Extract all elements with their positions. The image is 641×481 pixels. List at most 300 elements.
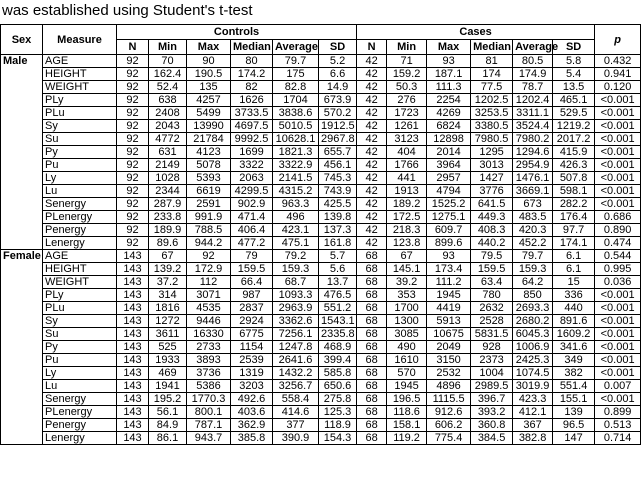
- controls-min-cell: 525: [149, 341, 187, 354]
- table-row: [1, 211, 641, 224]
- cases-sd-cell: 6.1: [553, 263, 595, 276]
- controls-sd-cell: 14.9: [319, 81, 357, 94]
- table-row: [1, 146, 641, 159]
- p-value-cell: 0.686: [595, 211, 641, 224]
- controls-median-cell: 1626: [231, 94, 273, 107]
- controls-max-cell: 172.9: [187, 263, 231, 276]
- controls-average-cell: 377: [273, 419, 319, 432]
- cases-max-cell: 2049: [427, 341, 471, 354]
- controls-min-cell: 1933: [149, 354, 187, 367]
- controls-sd-cell: 468.9: [319, 341, 357, 354]
- controls-average-cell: 79.7: [273, 55, 319, 68]
- table-row: [1, 198, 641, 211]
- table-body: [1, 55, 641, 445]
- cases-average-cell: 673: [513, 198, 553, 211]
- controls-max-cell: 4123: [187, 146, 231, 159]
- cases-min-cell: 3123: [387, 133, 427, 146]
- cases-max-cell: 1525.2: [427, 198, 471, 211]
- cases-median-cell: 2989.5: [471, 380, 513, 393]
- cases-sd-cell: 176.4: [553, 211, 595, 224]
- controls-median-cell: 902.9: [231, 198, 273, 211]
- controls-min-cell: 1028: [149, 172, 187, 185]
- controls-n-cell: 92: [117, 198, 149, 211]
- controls-average-cell: 1821.3: [273, 146, 319, 159]
- cases-n-cell: 68: [357, 315, 387, 328]
- cases-average-cell: 3311.1: [513, 107, 553, 120]
- cases-average-cell: 2425.3: [513, 354, 553, 367]
- controls-median-cell: 174.2: [231, 68, 273, 81]
- controls-sd-cell: 1543.1: [319, 315, 357, 328]
- p-value-cell: <0.001: [595, 354, 641, 367]
- cases-n-cell: 68: [357, 328, 387, 341]
- table-row: [1, 354, 641, 367]
- controls-n-cell: 92: [117, 81, 149, 94]
- cases-min-cell: 353: [387, 289, 427, 302]
- p-value-cell: 0.941: [595, 68, 641, 81]
- controls-max-cell: 112: [187, 276, 231, 289]
- cases-n-cell: 42: [357, 224, 387, 237]
- table-row: [1, 120, 641, 133]
- controls-n-cell: 92: [117, 133, 149, 146]
- cases-average-cell: 412.1: [513, 406, 553, 419]
- table-row: [1, 276, 641, 289]
- table-row: [1, 159, 641, 172]
- table-row: [1, 55, 641, 68]
- cases-min-cell: 1610: [387, 354, 427, 367]
- controls-max-cell: 21784: [187, 133, 231, 146]
- cases-n-cell: 68: [357, 263, 387, 276]
- cases-min-cell: 1300: [387, 315, 427, 328]
- table-row: [1, 133, 641, 146]
- p-value-cell: <0.001: [595, 120, 641, 133]
- measure-cell: AGE: [43, 250, 117, 263]
- cases-min-cell: 3085: [387, 328, 427, 341]
- cases-n-cell: 42: [357, 94, 387, 107]
- p-value-cell: <0.001: [595, 341, 641, 354]
- controls-min-cell: 189.9: [149, 224, 187, 237]
- cases-median-cell: 77.5: [471, 81, 513, 94]
- cases-min-cell: 123.8: [387, 237, 427, 250]
- controls-n-cell: 143: [117, 263, 149, 276]
- cases-sd-cell: 426.3: [553, 159, 595, 172]
- controls-n-cell: 143: [117, 419, 149, 432]
- controls-min-cell: 469: [149, 367, 187, 380]
- cases-sd-cell: 147: [553, 432, 595, 445]
- controls-min-cell: 86.1: [149, 432, 187, 445]
- cases-max-cell: 4419: [427, 302, 471, 315]
- cases-n-cell: 68: [357, 276, 387, 289]
- controls-average-cell: 496: [273, 211, 319, 224]
- p-value-cell: 0.432: [595, 55, 641, 68]
- cases-median-cell: 3013: [471, 159, 513, 172]
- cases-sd-cell: 529.5: [553, 107, 595, 120]
- controls-n-cell: 92: [117, 146, 149, 159]
- controls-max-cell: 4535: [187, 302, 231, 315]
- cases-max-cell: 3150: [427, 354, 471, 367]
- measure-cell: Su: [43, 328, 117, 341]
- cases-max-cell: 609.7: [427, 224, 471, 237]
- controls-min-cell: 70: [149, 55, 187, 68]
- cases-median-cell: 5831.5: [471, 328, 513, 341]
- controls-median-cell: 4299.5: [231, 185, 273, 198]
- measure-cell: Ly: [43, 172, 117, 185]
- measure-cell: Sy: [43, 120, 117, 133]
- controls-median-cell: 79: [231, 250, 273, 263]
- controls-min-cell: 2149: [149, 159, 187, 172]
- cases-min-cell: 118.6: [387, 406, 427, 419]
- cases-average-cell: 420.3: [513, 224, 553, 237]
- controls-max-cell: 1770.3: [187, 393, 231, 406]
- controls-n-cell: 92: [117, 211, 149, 224]
- table-row: [1, 172, 641, 185]
- controls-n-cell: 143: [117, 354, 149, 367]
- measure-cell: Senergy: [43, 198, 117, 211]
- controls-min-cell: 37.2: [149, 276, 187, 289]
- p-value-cell: 0.890: [595, 224, 641, 237]
- cases-average-cell: 2680.2: [513, 315, 553, 328]
- cases-min-cell: 570: [387, 367, 427, 380]
- controls-median-cell: 9992.5: [231, 133, 273, 146]
- controls-min-cell: 3611: [149, 328, 187, 341]
- cases-average-cell: 382.8: [513, 432, 553, 445]
- cases-average-cell: 2693.3: [513, 302, 553, 315]
- cases-average-cell: 850: [513, 289, 553, 302]
- cases-average-cell: 3019.9: [513, 380, 553, 393]
- controls-average-cell: 1247.8: [273, 341, 319, 354]
- controls-max-cell: 190.5: [187, 68, 231, 81]
- controls-min-cell: 56.1: [149, 406, 187, 419]
- controls-n-cell: 92: [117, 94, 149, 107]
- table-row: [1, 107, 641, 120]
- p-value-cell: <0.001: [595, 328, 641, 341]
- header-sex: Sex: [1, 25, 43, 55]
- cases-sd-cell: 465.1: [553, 94, 595, 107]
- cases-n-cell: 42: [357, 237, 387, 250]
- controls-n-cell: 143: [117, 406, 149, 419]
- table-row: [1, 341, 641, 354]
- controls-median-cell: 1319: [231, 367, 273, 380]
- controls-min-cell: 287.9: [149, 198, 187, 211]
- cases-min-cell: 1913: [387, 185, 427, 198]
- header-controls-average: Average: [273, 40, 319, 55]
- controls-sd-cell: 161.8: [319, 237, 357, 250]
- cases-max-cell: 899.6: [427, 237, 471, 250]
- controls-average-cell: 2641.6: [273, 354, 319, 367]
- controls-min-cell: 631: [149, 146, 187, 159]
- controls-min-cell: 1816: [149, 302, 187, 315]
- cases-n-cell: 68: [357, 289, 387, 302]
- cases-max-cell: 111.3: [427, 81, 471, 94]
- controls-average-cell: 3322.9: [273, 159, 319, 172]
- controls-median-cell: 159.5: [231, 263, 273, 276]
- controls-median-cell: 385.8: [231, 432, 273, 445]
- cases-average-cell: 1006.9: [513, 341, 553, 354]
- controls-median-cell: 471.4: [231, 211, 273, 224]
- cases-n-cell: 68: [357, 250, 387, 263]
- cases-average-cell: 423.3: [513, 393, 553, 406]
- controls-min-cell: 162.4: [149, 68, 187, 81]
- controls-n-cell: 143: [117, 302, 149, 315]
- controls-min-cell: 52.4: [149, 81, 187, 94]
- controls-sd-cell: 673.9: [319, 94, 357, 107]
- controls-average-cell: 3256.7: [273, 380, 319, 393]
- controls-min-cell: 2043: [149, 120, 187, 133]
- cases-sd-cell: 15: [553, 276, 595, 289]
- controls-median-cell: 2837: [231, 302, 273, 315]
- cases-min-cell: 404: [387, 146, 427, 159]
- controls-median-cell: 987: [231, 289, 273, 302]
- header-cases-sd: SD: [553, 40, 595, 55]
- controls-max-cell: 5499: [187, 107, 231, 120]
- controls-median-cell: 2924: [231, 315, 273, 328]
- cases-median-cell: 641.5: [471, 198, 513, 211]
- controls-n-cell: 143: [117, 250, 149, 263]
- controls-min-cell: 233.8: [149, 211, 187, 224]
- cases-median-cell: 440.2: [471, 237, 513, 250]
- cases-max-cell: 3964: [427, 159, 471, 172]
- controls-median-cell: 2539: [231, 354, 273, 367]
- controls-n-cell: 143: [117, 393, 149, 406]
- controls-average-cell: 475.1: [273, 237, 319, 250]
- cases-n-cell: 42: [357, 68, 387, 81]
- cases-n-cell: 42: [357, 159, 387, 172]
- cases-min-cell: 1261: [387, 120, 427, 133]
- cases-min-cell: 71: [387, 55, 427, 68]
- measure-cell: Penergy: [43, 419, 117, 432]
- controls-average-cell: 423.1: [273, 224, 319, 237]
- header-cases-average: Average: [513, 40, 553, 55]
- controls-max-cell: 788.5: [187, 224, 231, 237]
- cases-average-cell: 174.9: [513, 68, 553, 81]
- controls-min-cell: 2344: [149, 185, 187, 198]
- controls-min-cell: 314: [149, 289, 187, 302]
- cases-median-cell: 63.4: [471, 276, 513, 289]
- measure-cell: Sy: [43, 315, 117, 328]
- cases-sd-cell: 96.5: [553, 419, 595, 432]
- cases-sd-cell: 440: [553, 302, 595, 315]
- measure-cell: Pu: [43, 159, 117, 172]
- controls-sd-cell: 2335.8: [319, 328, 357, 341]
- cases-n-cell: 68: [357, 393, 387, 406]
- cases-min-cell: 145.1: [387, 263, 427, 276]
- cases-sd-cell: 1609.2: [553, 328, 595, 341]
- cases-sd-cell: 2017.2: [553, 133, 595, 146]
- controls-min-cell: 139.2: [149, 263, 187, 276]
- controls-min-cell: 1941: [149, 380, 187, 393]
- cases-median-cell: 360.8: [471, 419, 513, 432]
- header-row-groups: [1, 25, 641, 40]
- cases-average-cell: 1202.4: [513, 94, 553, 107]
- p-value-cell: <0.001: [595, 315, 641, 328]
- measure-cell: Lenergy: [43, 237, 117, 250]
- controls-n-cell: 92: [117, 55, 149, 68]
- cases-max-cell: 6824: [427, 120, 471, 133]
- measure-cell: AGE: [43, 55, 117, 68]
- controls-sd-cell: 5.7: [319, 250, 357, 263]
- controls-median-cell: 80: [231, 55, 273, 68]
- cases-n-cell: 68: [357, 302, 387, 315]
- measure-cell: Lu: [43, 185, 117, 198]
- controls-median-cell: 406.4: [231, 224, 273, 237]
- controls-max-cell: 92: [187, 250, 231, 263]
- header-controls-min: Min: [149, 40, 187, 55]
- cases-sd-cell: 507.8: [553, 172, 595, 185]
- controls-n-cell: 92: [117, 159, 149, 172]
- table-row: [1, 94, 641, 107]
- measure-cell: HEIGHT: [43, 263, 117, 276]
- cases-sd-cell: 5.4: [553, 68, 595, 81]
- cases-max-cell: 93: [427, 55, 471, 68]
- cases-min-cell: 189.2: [387, 198, 427, 211]
- cases-median-cell: 159.5: [471, 263, 513, 276]
- measure-cell: Su: [43, 133, 117, 146]
- controls-max-cell: 2733: [187, 341, 231, 354]
- controls-median-cell: 362.9: [231, 419, 273, 432]
- table-row: [1, 419, 641, 432]
- stats-table: [0, 24, 641, 445]
- cases-median-cell: 1004: [471, 367, 513, 380]
- measure-cell: HEIGHT: [43, 68, 117, 81]
- controls-average-cell: 1093.3: [273, 289, 319, 302]
- cases-median-cell: 449.3: [471, 211, 513, 224]
- measure-cell: PLu: [43, 107, 117, 120]
- measure-cell: Py: [43, 341, 117, 354]
- controls-n-cell: 92: [117, 224, 149, 237]
- cases-median-cell: 928: [471, 341, 513, 354]
- controls-average-cell: 2141.5: [273, 172, 319, 185]
- cases-min-cell: 196.5: [387, 393, 427, 406]
- cases-median-cell: 7980.5: [471, 133, 513, 146]
- cases-max-cell: 12898: [427, 133, 471, 146]
- controls-max-cell: 5393: [187, 172, 231, 185]
- cases-max-cell: 173.4: [427, 263, 471, 276]
- measure-cell: Pu: [43, 354, 117, 367]
- controls-max-cell: 2591: [187, 198, 231, 211]
- cases-n-cell: 42: [357, 133, 387, 146]
- cases-average-cell: 483.5: [513, 211, 553, 224]
- cases-n-cell: 68: [357, 432, 387, 445]
- measure-cell: Lu: [43, 380, 117, 393]
- cases-n-cell: 42: [357, 185, 387, 198]
- sex-cell: Female: [1, 250, 43, 445]
- controls-sd-cell: 275.8: [319, 393, 357, 406]
- controls-max-cell: 944.2: [187, 237, 231, 250]
- controls-n-cell: 143: [117, 367, 149, 380]
- cases-average-cell: 3524.4: [513, 120, 553, 133]
- table-row: [1, 393, 641, 406]
- cases-n-cell: 42: [357, 81, 387, 94]
- cases-average-cell: 1294.6: [513, 146, 553, 159]
- cases-n-cell: 42: [357, 120, 387, 133]
- cases-max-cell: 2014: [427, 146, 471, 159]
- p-value-cell: 0.474: [595, 237, 641, 250]
- controls-average-cell: 558.4: [273, 393, 319, 406]
- controls-sd-cell: 139.8: [319, 211, 357, 224]
- controls-sd-cell: 118.9: [319, 419, 357, 432]
- p-value-cell: <0.001: [595, 107, 641, 120]
- controls-max-cell: 943.7: [187, 432, 231, 445]
- cases-max-cell: 10675: [427, 328, 471, 341]
- cases-min-cell: 1766: [387, 159, 427, 172]
- cases-sd-cell: 415.9: [553, 146, 595, 159]
- controls-min-cell: 1272: [149, 315, 187, 328]
- cases-max-cell: 2957: [427, 172, 471, 185]
- cases-median-cell: 2528: [471, 315, 513, 328]
- table-row: [1, 367, 641, 380]
- p-value-cell: 0.120: [595, 81, 641, 94]
- controls-n-cell: 143: [117, 328, 149, 341]
- cases-max-cell: 912.6: [427, 406, 471, 419]
- controls-sd-cell: 570.2: [319, 107, 357, 120]
- header-cases-min: Min: [387, 40, 427, 55]
- controls-median-cell: 492.6: [231, 393, 273, 406]
- controls-sd-cell: 456.1: [319, 159, 357, 172]
- controls-max-cell: 13990: [187, 120, 231, 133]
- controls-n-cell: 143: [117, 289, 149, 302]
- controls-n-cell: 143: [117, 380, 149, 393]
- controls-sd-cell: 125.3: [319, 406, 357, 419]
- measure-cell: WEIGHT: [43, 276, 117, 289]
- header-controls: Controls: [117, 25, 357, 40]
- controls-sd-cell: 476.5: [319, 289, 357, 302]
- controls-sd-cell: 650.6: [319, 380, 357, 393]
- controls-median-cell: 1699: [231, 146, 273, 159]
- controls-max-cell: 5386: [187, 380, 231, 393]
- controls-sd-cell: 6.6: [319, 68, 357, 81]
- sex-cell: Male: [1, 55, 43, 250]
- cases-average-cell: 80.5: [513, 55, 553, 68]
- p-value-cell: <0.001: [595, 94, 641, 107]
- cases-median-cell: 384.5: [471, 432, 513, 445]
- controls-max-cell: 991.9: [187, 211, 231, 224]
- cases-max-cell: 1115.5: [427, 393, 471, 406]
- controls-median-cell: 2063: [231, 172, 273, 185]
- controls-max-cell: 90: [187, 55, 231, 68]
- cases-max-cell: 5913: [427, 315, 471, 328]
- p-value-cell: 0.036: [595, 276, 641, 289]
- controls-sd-cell: 743.9: [319, 185, 357, 198]
- cases-n-cell: 68: [357, 354, 387, 367]
- measure-cell: PLy: [43, 94, 117, 107]
- cases-min-cell: 158.1: [387, 419, 427, 432]
- controls-sd-cell: 5.6: [319, 263, 357, 276]
- controls-median-cell: 3322: [231, 159, 273, 172]
- controls-average-cell: 2963.9: [273, 302, 319, 315]
- cases-average-cell: 3669.1: [513, 185, 553, 198]
- controls-n-cell: 143: [117, 315, 149, 328]
- cases-min-cell: 1700: [387, 302, 427, 315]
- controls-max-cell: 800.1: [187, 406, 231, 419]
- p-value-cell: <0.001: [595, 198, 641, 211]
- controls-min-cell: 638: [149, 94, 187, 107]
- cases-sd-cell: 551.4: [553, 380, 595, 393]
- controls-min-cell: 84.9: [149, 419, 187, 432]
- controls-average-cell: 175: [273, 68, 319, 81]
- cases-average-cell: 79.7: [513, 250, 553, 263]
- measure-cell: PLenergy: [43, 406, 117, 419]
- cases-sd-cell: 598.1: [553, 185, 595, 198]
- measure-cell: WEIGHT: [43, 81, 117, 94]
- cases-n-cell: 68: [357, 341, 387, 354]
- controls-sd-cell: 1912.5: [319, 120, 357, 133]
- cases-sd-cell: 382: [553, 367, 595, 380]
- table-row: [1, 68, 641, 81]
- table-row: [1, 185, 641, 198]
- controls-sd-cell: 154.3: [319, 432, 357, 445]
- controls-min-cell: 67: [149, 250, 187, 263]
- controls-median-cell: 66.4: [231, 276, 273, 289]
- controls-min-cell: 2408: [149, 107, 187, 120]
